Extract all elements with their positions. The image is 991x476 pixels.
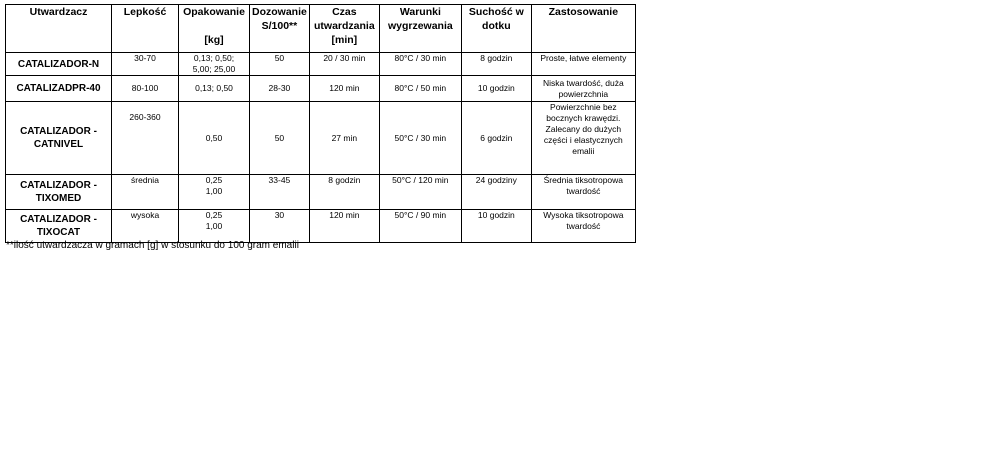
row-zastosowanie: Średnia tiksotropowa twardość [531, 175, 635, 210]
row-czas: 20 / 30 min [309, 53, 379, 76]
header-zastosowanie: Zastosowanie [531, 5, 635, 53]
row-hardener-name: CATALIZADOR - TIXOMED [6, 175, 112, 210]
row-opakowanie: 0,25 1,00 [179, 175, 250, 210]
row-czas: 8 godzin [309, 175, 379, 210]
row-dozowanie: 28-30 [250, 76, 310, 102]
row-hardener-name: CATALIZADPR-40 [6, 76, 112, 102]
header-opakowanie: Opakowanie [kg] [179, 5, 250, 53]
row-czas: 120 min [309, 210, 379, 243]
header-warunki: Warunki wygrzewania [379, 5, 461, 53]
row-lepkosc: średnia [112, 175, 179, 210]
row-dozowanie: 33-45 [250, 175, 310, 210]
row-hardener-name: CATALIZADOR - TIXOCAT [6, 210, 112, 243]
row-suchosc: 8 godzin [461, 53, 531, 76]
table-row [6, 175, 636, 210]
header-utwardzacz: Utwardzacz [6, 5, 112, 53]
table-row [6, 210, 636, 243]
row-opakowanie: 0,25 1,00 [179, 210, 250, 243]
row-zastosowanie: Proste, łatwe elementy [531, 53, 635, 76]
row-zastosowanie: Niska twardość, duża powierzchnia [531, 76, 635, 102]
row-dozowanie: 50 [250, 102, 310, 175]
row-hardener-name: CATALIZADOR-N [6, 53, 112, 76]
header-lepkosc: Lepkość [112, 5, 179, 53]
row-warunki: 50°C / 120 min [379, 175, 461, 210]
row-zastosowanie: Powierzchnie bez bocznych krawędzi. Zalecany do dużych części i elastycznych emalii [531, 102, 635, 175]
row-opakowanie: 0,13; 0,50; 5,00; 25,00 [179, 53, 250, 76]
row-lepkosc: 30-70 [112, 53, 179, 76]
table-row [6, 76, 636, 102]
row-warunki: 50°C / 30 min [379, 102, 461, 175]
row-suchosc: 10 godzin [461, 76, 531, 102]
row-warunki: 50°C / 90 min [379, 210, 461, 243]
row-czas: 120 min [309, 76, 379, 102]
table-row [6, 102, 636, 175]
row-czas: 27 min [309, 102, 379, 175]
row-zastosowanie: Wysoka tiksotropowa twardość [531, 210, 635, 243]
row-dozowanie: 50 [250, 53, 310, 76]
row-dozowanie: 30 [250, 210, 310, 243]
header-dozowanie: Dozowanie S/100** [250, 5, 310, 53]
row-suchosc: 24 godziny [461, 175, 531, 210]
row-opakowanie: 0,50 [179, 102, 250, 175]
footnote: **ilość utwardzacza w gramach [g] w stosunku do 100 gram emalii [6, 240, 299, 251]
row-suchosc: 10 godzin [461, 210, 531, 243]
row-warunki: 80°C / 30 min [379, 53, 461, 76]
hardeners-table [5, 4, 636, 243]
row-lepkosc: 80-100 [112, 76, 179, 102]
table-row [6, 53, 636, 76]
header-czas: Czas utwardzania [min] [309, 5, 379, 53]
row-lepkosc: wysoka [112, 210, 179, 243]
row-lepkosc: 260-360 [112, 102, 179, 175]
row-opakowanie: 0,13; 0,50 [179, 76, 250, 102]
table-header-row [6, 5, 636, 53]
header-suchosc: Suchość w dotku [461, 5, 531, 53]
row-warunki: 80°C / 50 min [379, 76, 461, 102]
row-hardener-name: CATALIZADOR - CATNIVEL [6, 102, 112, 175]
row-suchosc: 6 godzin [461, 102, 531, 175]
